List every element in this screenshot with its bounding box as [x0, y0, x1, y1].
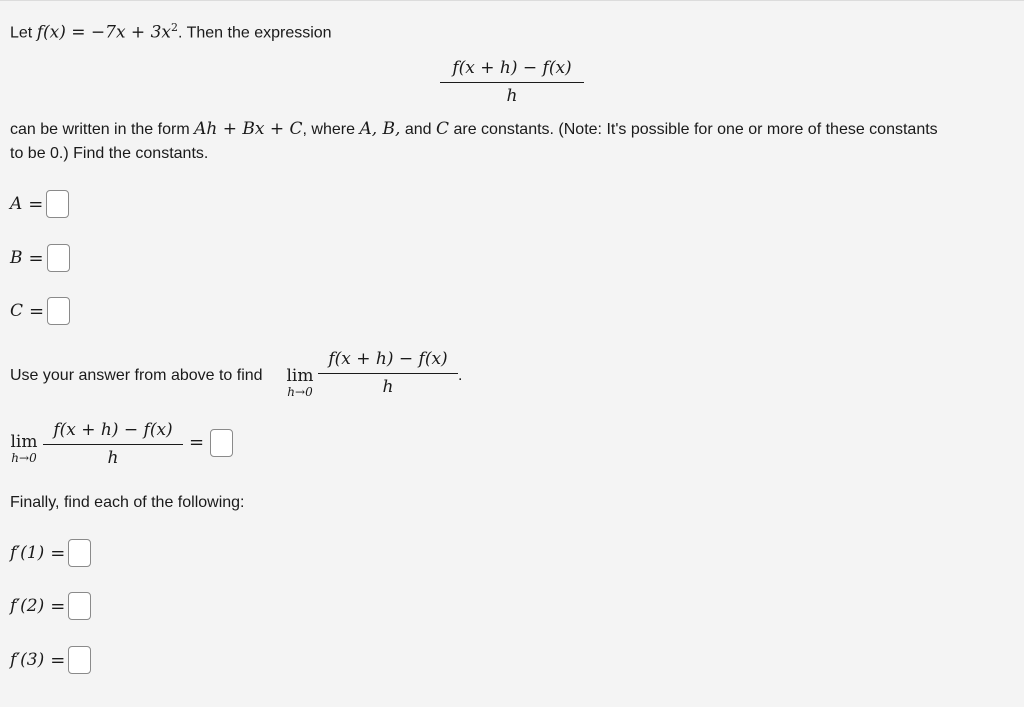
- derivative-3-input[interactable]: [68, 646, 91, 674]
- lim-text: lim: [286, 366, 314, 386]
- lim-subscript: h→0: [287, 385, 313, 399]
- constant-b-input[interactable]: [47, 244, 70, 272]
- difference-quotient-numerator: f(x + h) − f(x): [440, 58, 584, 83]
- function-definition: f(x) = −7x + 3x: [36, 22, 171, 43]
- limit-numerator: f(x + h) − f(x): [318, 349, 458, 374]
- limit-numerator: f(x + h) − f(x): [43, 420, 183, 445]
- derivative-3-row: [10, 645, 91, 675]
- equals-sign: =: [28, 193, 44, 215]
- derivative-1-input[interactable]: [68, 539, 91, 567]
- lim-subscript: h→0: [11, 451, 37, 465]
- function-exponent: 2: [171, 21, 178, 34]
- form-text-c: and: [400, 121, 437, 138]
- derivative-2-label: f′(2): [10, 596, 45, 616]
- form-text-b: , where: [302, 121, 360, 138]
- equals-sign: =: [50, 595, 66, 617]
- form-line-2: to be 0.) Find the constants.: [10, 145, 209, 162]
- difference-quotient-denominator: h: [506, 86, 518, 106]
- form-expression: Ah + Bx + C: [194, 119, 303, 139]
- difference-quotient: [440, 58, 584, 106]
- constant-c-label: C: [10, 301, 24, 321]
- limit-fraction: [43, 420, 183, 468]
- equals-sign: =: [29, 300, 45, 322]
- derivative-2-row: [10, 591, 91, 621]
- intro-suffix: . Then the expression: [178, 24, 332, 42]
- derivative-2-input[interactable]: [68, 592, 91, 620]
- constant-a-input[interactable]: [46, 190, 69, 218]
- derivative-1-label: f′(1): [10, 543, 45, 563]
- limit-denominator: h: [382, 377, 394, 397]
- derivative-3-label: f′(3): [10, 650, 45, 670]
- form-text-d: are constants. (Note: It's possible for one or more of these constants: [449, 121, 938, 138]
- equals-sign: =: [50, 649, 66, 671]
- form-variable-c: C: [436, 119, 450, 139]
- limit-operator: [8, 433, 40, 465]
- constant-c-input[interactable]: [47, 297, 70, 325]
- form-variables: A, B,: [359, 119, 401, 139]
- derivative-1-row: [10, 538, 91, 568]
- intro-line: [10, 16, 332, 45]
- intro-prefix: Let: [10, 24, 37, 42]
- form-text-a: can be written in the form: [10, 121, 195, 138]
- limit-denominator: h: [107, 448, 119, 468]
- equals-sign: =: [50, 542, 66, 564]
- form-line-1: [10, 117, 938, 142]
- top-divider: [0, 0, 1024, 1]
- equals-sign: =: [189, 432, 205, 453]
- constant-b-label: B: [10, 248, 23, 268]
- limit-prompt: Use your answer from above to find: [10, 367, 263, 384]
- limit-fraction-inline: [318, 349, 458, 397]
- constant-a-label: A: [10, 194, 23, 214]
- limit-period: .: [458, 367, 463, 384]
- limit-answer-input[interactable]: [210, 429, 233, 457]
- constant-c-row: [10, 296, 70, 326]
- limit-operator-inline: [284, 367, 316, 399]
- constant-a-row: [10, 189, 69, 219]
- lim-text: lim: [10, 432, 38, 452]
- derivatives-prompt: Finally, find each of the following:: [10, 494, 245, 511]
- constant-b-row: [10, 243, 70, 273]
- equals-sign: =: [28, 247, 44, 269]
